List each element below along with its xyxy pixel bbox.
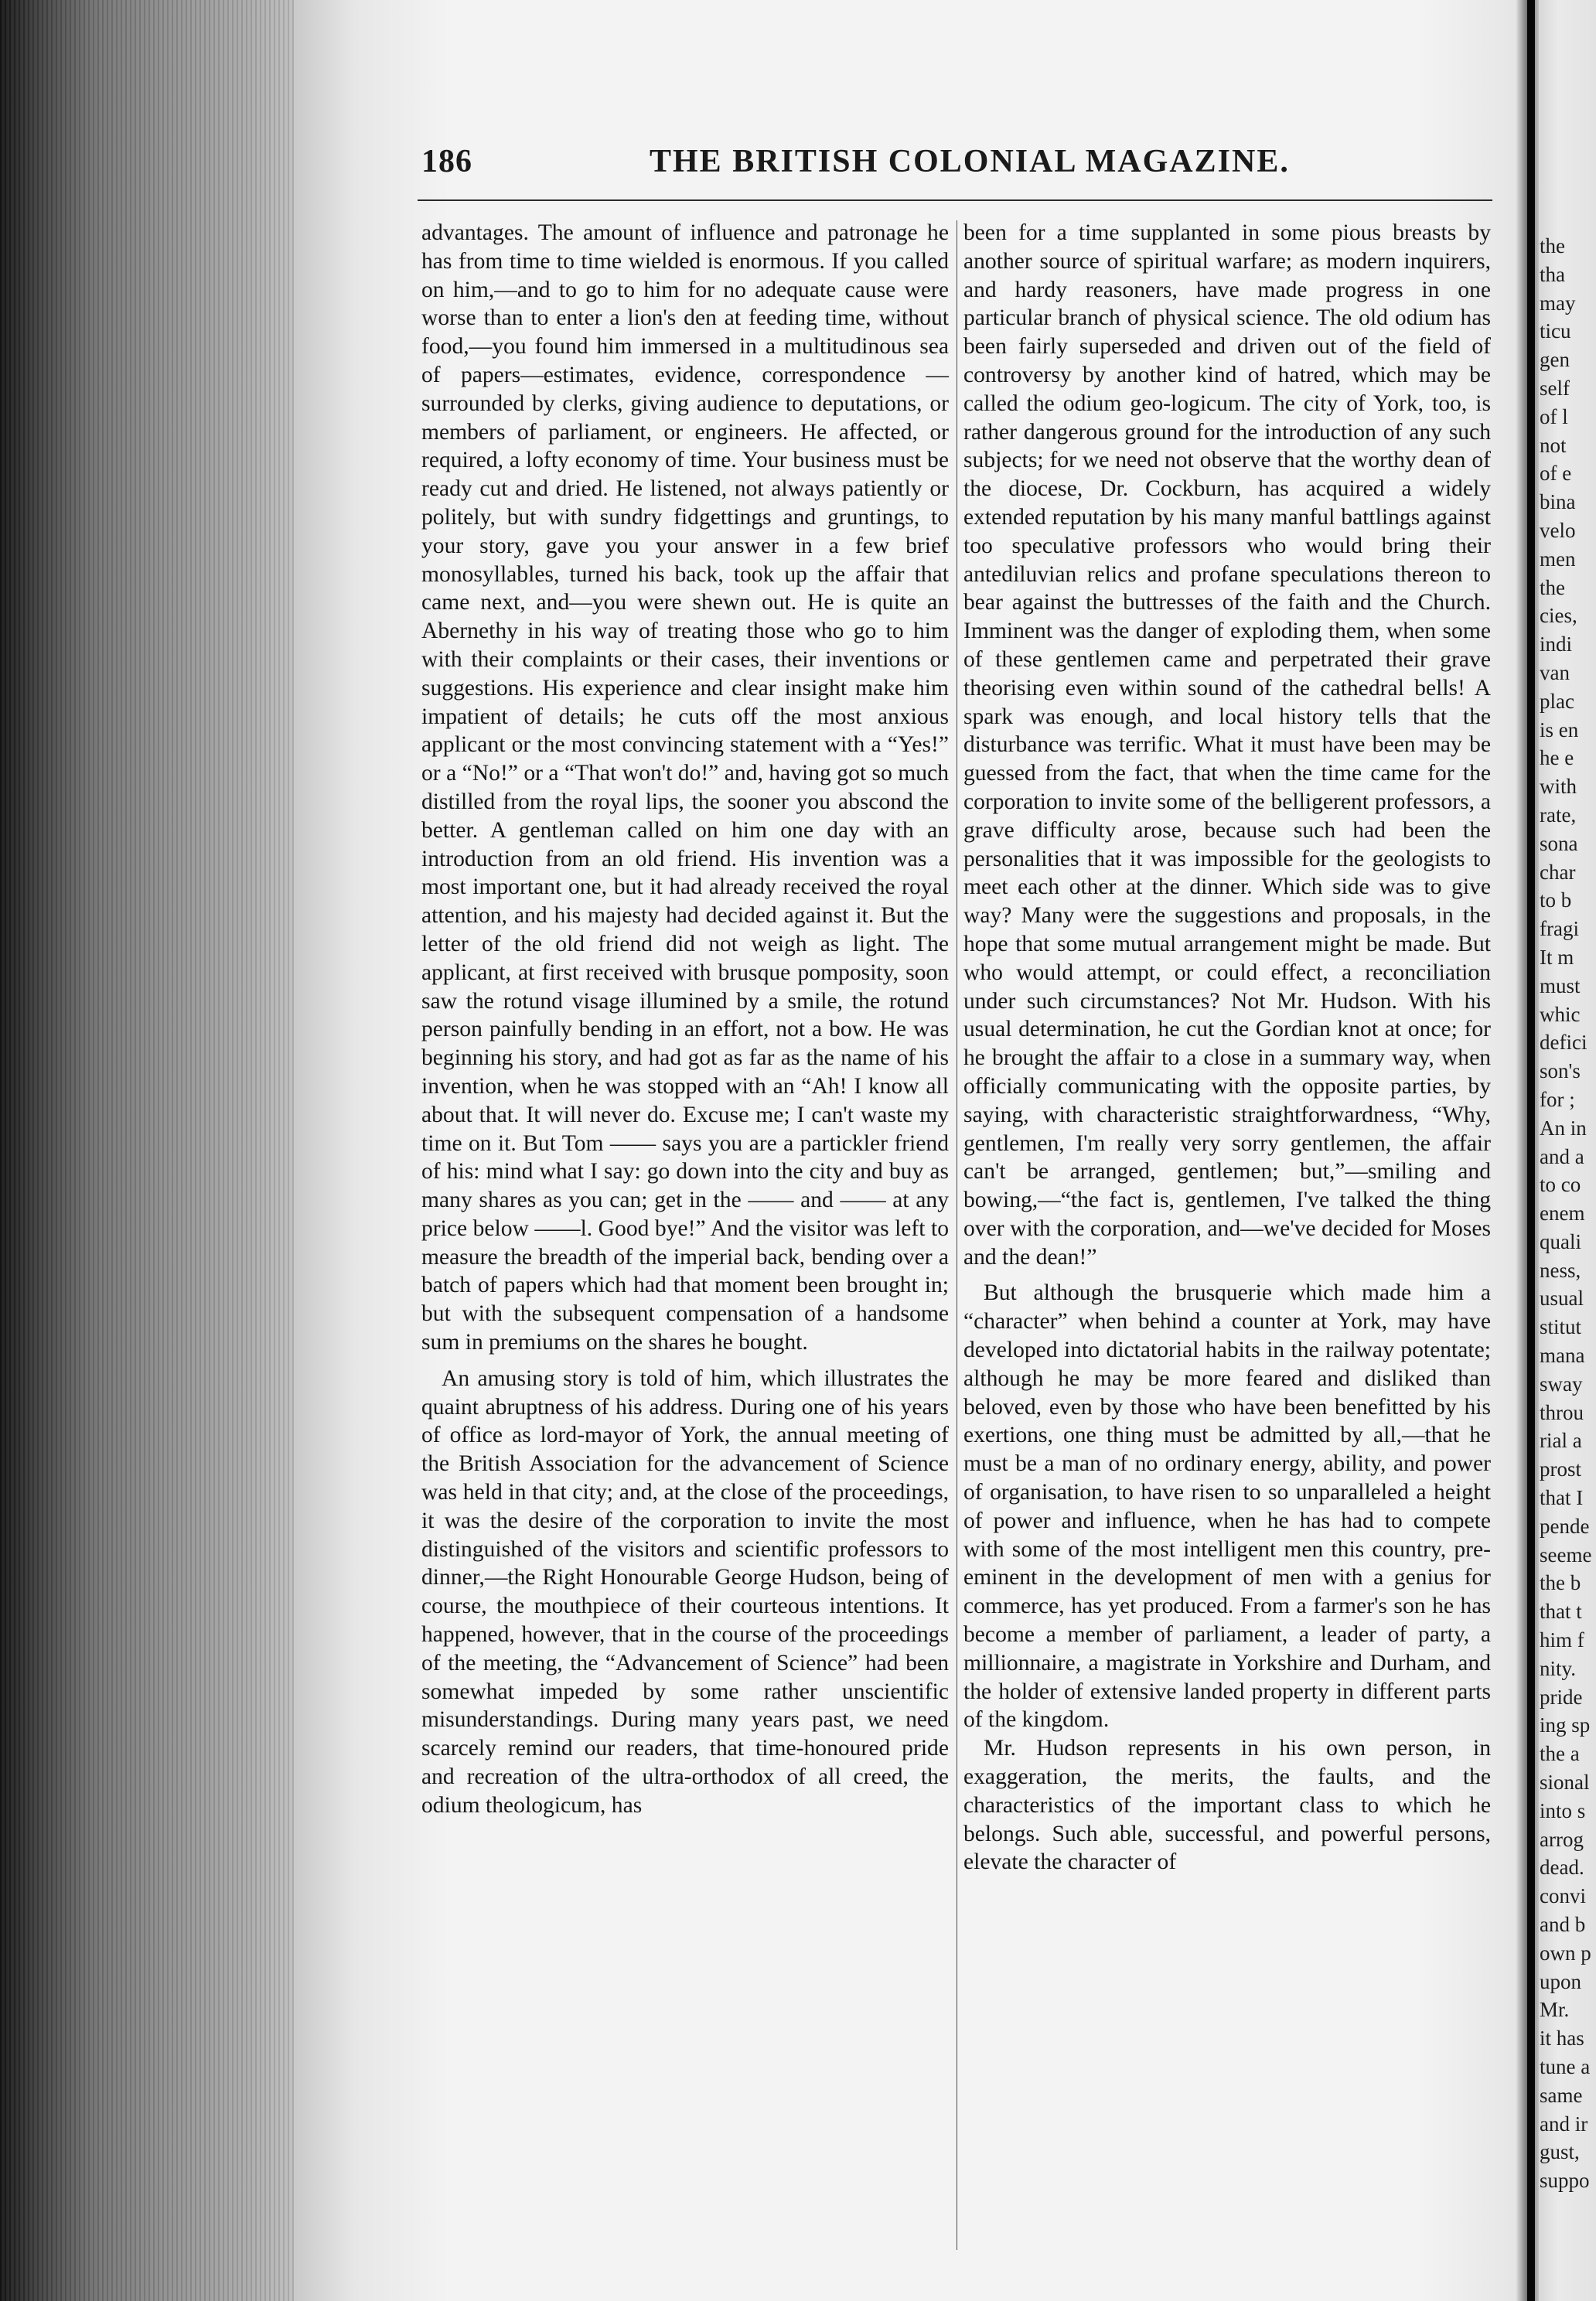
- facing-page-fragment: arrog: [1540, 1827, 1584, 1851]
- facing-page-fragment: pride: [1540, 1685, 1583, 1709]
- facing-page-fragment: Mr.: [1540, 1998, 1570, 2022]
- facing-page-fragment: cies,: [1540, 604, 1577, 628]
- facing-page-fragment: for ;: [1540, 1087, 1575, 1111]
- facing-page-fragments: [1535, 0, 1596, 2195]
- facing-page-fragment: bina: [1540, 490, 1576, 514]
- facing-page-fragment: of l: [1540, 404, 1568, 428]
- facing-page-fragment: dead.: [1540, 1856, 1584, 1880]
- facing-page-fragment: It m: [1540, 945, 1574, 969]
- facing-page-fragment: him f: [1540, 1628, 1584, 1652]
- binding-shadow: [1516, 0, 1539, 2301]
- facing-page-fragment: not: [1540, 433, 1567, 457]
- facing-page-fragment: the b: [1540, 1571, 1581, 1595]
- facing-page-fragment: into s: [1540, 1798, 1586, 1822]
- facing-page-fragment: men: [1540, 547, 1576, 571]
- facing-page-fragment: mana: [1540, 1344, 1585, 1368]
- facing-page-fragment: that t: [1540, 1600, 1582, 1624]
- book-fore-edge: [0, 0, 309, 2301]
- facing-page-fragment: same: [1540, 2083, 1583, 2107]
- right-paragraph-2: But although the brusquerie which made him a “character” when behind a counter at York, may have developed into dictatorial habits in the railway potentate; although he may be more feared and disliked than beloved, even by those who have been benefitted by his exertions, one thing must be admitted by all,—that he must be a man of no ordinary energy, ability, and power of organisation, to have risen to so unparalleled a height of power and influence, when he has had to compete with some of the most intelligent men this country, pre-eminent in the development of men with a genius for commerce, has yet produced. From a farmer's son he has become a member of parliament, a leader of party, a millionnaire, a magistrate in Yorkshire and Durham, and the holder of extensive landed property in different parts of the kingdom.: [963, 1280, 1491, 1733]
- facing-page-fragment: prost: [1540, 1457, 1581, 1481]
- facing-page-fragment: sona: [1540, 831, 1578, 855]
- right-text-column: [963, 219, 1491, 1877]
- facing-page-fragment: fragi: [1540, 917, 1579, 941]
- facing-page-fragment: enem: [1540, 1202, 1585, 1225]
- facing-page-fragment: sional: [1540, 1771, 1590, 1795]
- facing-page-fragment: tune a: [1540, 2055, 1591, 2078]
- facing-page-fragment: and a: [1540, 1144, 1584, 1168]
- facing-page-fragment: to b: [1540, 888, 1572, 912]
- facing-page-fragment: ing sp: [1540, 1713, 1591, 1737]
- facing-page-fragment: and b: [1540, 1913, 1586, 1937]
- facing-page-fragment: own p: [1540, 1941, 1591, 1965]
- facing-page-fragment: gust,: [1540, 2140, 1580, 2164]
- facing-page-fragment: An in: [1540, 1116, 1587, 1140]
- left-text-column: [421, 219, 949, 1820]
- facing-page-fragment: gen: [1540, 348, 1570, 372]
- facing-page-fragment: the: [1540, 575, 1565, 599]
- facing-page-fragment: upon: [1540, 1969, 1581, 1993]
- facing-page-fragment: suppo: [1540, 2169, 1590, 2193]
- facing-page-fragment: velo: [1540, 518, 1576, 542]
- facing-page-fragment: indi: [1540, 632, 1573, 656]
- facing-page-fragment: whic: [1540, 1002, 1581, 1026]
- facing-page-fragment: char: [1540, 860, 1576, 884]
- facing-page-fragment: pende: [1540, 1514, 1590, 1538]
- facing-page-fragment: defici: [1540, 1031, 1587, 1055]
- facing-page-fragment: son's: [1540, 1059, 1581, 1083]
- facing-page-fragment: convi: [1540, 1884, 1586, 1908]
- facing-page-fragment: nity.: [1540, 1656, 1576, 1680]
- left-paragraph-2: An amusing story is told of him, which illustrates the quaint abruptness of his address. During one of his years of office as lord-mayor of York, the annual meeting of the British Association for the advancement of Science was held in that city; and, at the close of the proceedings, it was the desire of the corporation to invite the most distinguished of the visitors and scientific professors to dinner,—the Right Honourable George Hudson, being of course, the mouthpiece of their courteous intentions. It happened, however, that in the course of the proceedings of the meeting, the “Advancement of Science” had been somewhat impeded by some rather unscientific misunderstandings. During many years past, we need scarcely remind our readers, that time-honoured pride and recreation of the ultra-orthodox of all creed, the odium theologicum, has: [421, 1365, 949, 1818]
- facing-page-fragment: sway: [1540, 1372, 1583, 1396]
- facing-page-fragment: must: [1540, 973, 1581, 997]
- facing-page-fragment: may: [1540, 291, 1576, 315]
- facing-page-fragment: quali: [1540, 1229, 1581, 1253]
- facing-page-fragment: the: [1540, 234, 1565, 257]
- left-paragraph-1: advantages. The amount of influence and patronage he has from time to time wielded is enormous. If you called on him,—and to go to him for no adequate cause were worse than to enter a lion's den at feeding time, without food,—you found him immersed in a multitudinous sea of papers—estimates, evidence, correspondence — surrounded by clerks, giving audience to deputations, or members of parliament, or engineers. He affected, or required, a lofty economy of time. Your business must be ready cut and dried. He listened, not always patiently or politely, but with sundry fidgettings and gruntings, to your story, gave you your answer in a few brief monosyllables, turned his back, took up the affair that came next, and—you were shewn out. He is quite an Abernethy in his way of treating those who go to him with their complaints or their cases, their inventions or suggestions. His experience and clear insight make him impatient of details; he cuts off the most anxious applicant or the most convincing statement with a “Yes!” or a “No!” or a “That won't do!” and, having got so much distilled from the royal lips, the sooner you abscond the better. A gentleman called on him one day with an introduction from an old friend. His invention was a most important one, but it had already received the royal attention, and his majesty had decided against it. But the letter of the old friend did not weigh as light. The applicant, at first received with brusque pomposity, soon saw the rotund visage illumined by a smile, the rotund person painfully bending in an effort, not a bow. He was beginning his story, and had got as far as the name of his invention, when he was stopped with an “Ah! I know all about that. It will never do. Excuse me; I can't waste my time on it. But Tom —— says you are a partickler friend of his: mind what I say: go down into the city and buy as many shares as you can; get in the —— and —— at any price below ——l. Good bye!” And the visitor was left to measure the breadth of the imperial back, bending over a batch of papers which had that moment been brought in; but with the subsequent compensation of a handsome sum in premiums on the shares he bought.: [421, 220, 949, 1355]
- facing-page-fragment: that I: [1540, 1486, 1584, 1510]
- right-paragraph-1: been for a time supplanted in some pious breasts by another source of spiritual warfare; as modern inquirers, and hardy reasoners, have made progress in one particular branch of physical science. The old odium has been fairly superseded and driven out of the field of controversy by another kind of hatred, which may be called the odium geo-logicum. The city of York, too, is rather dangerous ground for the introduction of any such subjects; for we need not observe that the worthy dean of the diocese, Dr. Cockburn, has acquired a widely extended reputation by his many manful battlings against too speculative professors who would bring their antediluvian relics and profane speculations thereon to bear against the buttresses of the faith and the Church. Imminent was the danger of exploding them, when some of these gentlemen came and perpetrated their grave theorising even within sound of the cathedral bells! A spark was enough, and local history tells that the disturbance was terrific. What it must have been may be guessed from the fact, that when the time came for the corporation to invite some of the belligerent professors, a grave difficulty arose, because such had been the personalities that it was impossible for the geologists to meet each other at the dinner. Which side was to give way? Many were the suggestions and proposals, in the hope that some mutual arrangement might be made. But who would attempt, or could effect, a reconciliation under such circumstances? Not Mr. Hudson. With his usual determination, he cut the Gordian knot at once; for he brought the affair to a close in a summary way, when officially communicating with the opposite parties, by saying, with characteristic straightforwardness, “Why, gentlemen, I'm really very sorry gentlemen, the affair can't be arranged, gentlemen; but,”—smiling and bowing,—“the fact is, gentlemen, I've talked the thing over with the corporation, and—we've decided for Moses and the dean!”: [963, 220, 1491, 1270]
- facing-page-fragment: tha: [1540, 262, 1565, 286]
- running-head: [421, 143, 1290, 197]
- page-number: 186: [421, 144, 472, 179]
- facing-page-fragment: van: [1540, 660, 1570, 684]
- facing-page-fragment: plac: [1540, 689, 1574, 713]
- facing-page-fragment: the a: [1540, 1742, 1580, 1766]
- facing-page-fragment: ness,: [1540, 1258, 1581, 1282]
- facing-page-fragment: is en: [1540, 718, 1579, 741]
- facing-page-fragment: stitut: [1540, 1315, 1582, 1339]
- facing-page-edge: [1535, 0, 1596, 2301]
- facing-page-fragment: rial a: [1540, 1429, 1582, 1453]
- facing-page-fragment: rate,: [1540, 803, 1577, 827]
- facing-page-fragment: seeme: [1540, 1543, 1592, 1566]
- header-rule: [418, 199, 1492, 201]
- facing-page-fragment: usual: [1540, 1287, 1584, 1311]
- right-paragraph-3: Mr. Hudson represents in his own person, in exaggeration, the merits, the faults, and the characteristics of the important class to which he belongs. Such able, successful, and powerful persons, elevate the character of: [963, 1736, 1491, 1875]
- magazine-title: THE BRITISH COLONIAL MAGAZINE.: [650, 144, 1290, 179]
- facing-page-fragment: with: [1540, 775, 1577, 799]
- facing-page-fragment: self: [1540, 376, 1570, 400]
- facing-page-fragment: it has: [1540, 2027, 1584, 2050]
- facing-page-fragment: ticu: [1540, 319, 1571, 343]
- facing-page-fragment: of e: [1540, 462, 1572, 486]
- facing-page-fragment: he e: [1540, 746, 1574, 770]
- facing-page-fragment: throu: [1540, 1400, 1584, 1424]
- facing-page-fragment: and ir: [1540, 2112, 1588, 2136]
- facing-page-fragment: to co: [1540, 1173, 1581, 1197]
